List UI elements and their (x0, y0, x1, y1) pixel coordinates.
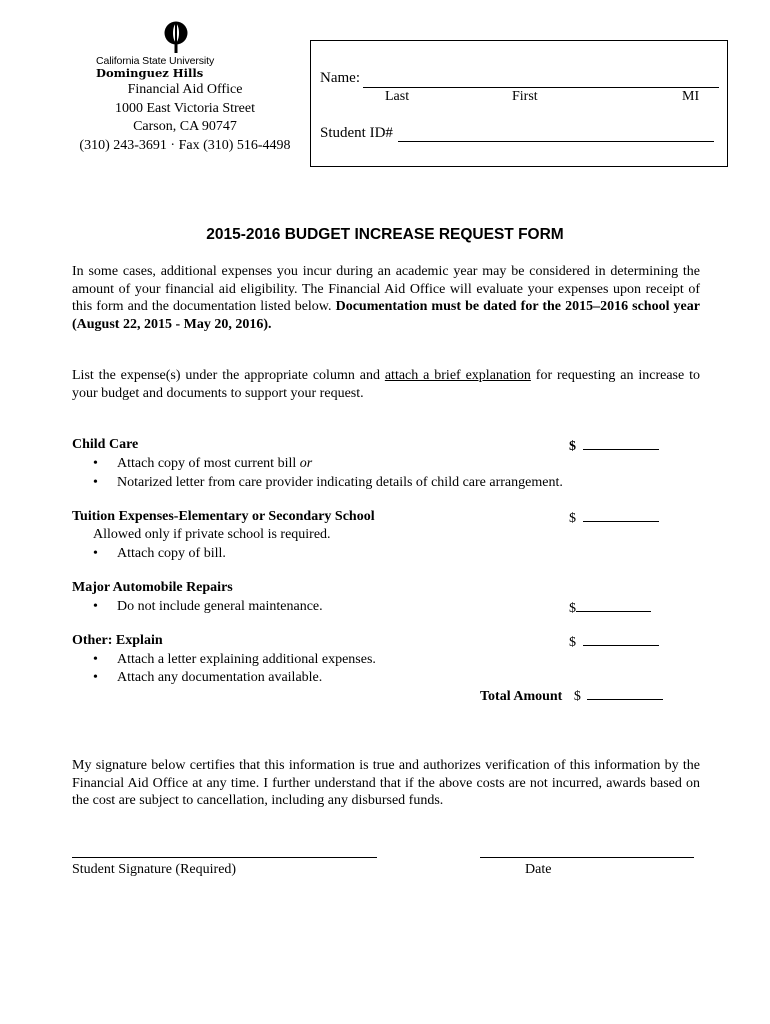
intro-line1: In some cases, additional expenses you incur during an academic year may be considered in determining the (72, 264, 700, 279)
instructions-part1: List the expense(s) under the appropriate column and (72, 368, 385, 383)
office-city: Carson, CA 90747 (133, 119, 237, 134)
office-street: 1000 East Victoria Street (114, 100, 256, 116)
date-field[interactable] (480, 857, 694, 858)
other-dollar: $ (569, 635, 576, 650)
bullet-icon: • (93, 599, 98, 614)
other-amount-field[interactable] (583, 633, 659, 646)
instructions-line2: your budget and documents to support your request. (72, 385, 364, 401)
office-phone: (310) 243-3691 · Fax (310) 516-4498 (79, 137, 291, 153)
child-care-bullet1-or: or (299, 456, 313, 471)
child-care-bullet1 (93, 456, 312, 472)
office-name: Financial Aid Office (127, 82, 243, 97)
tuition-dollar: $ (569, 511, 576, 526)
first-label: First (512, 89, 538, 104)
bullet-icon: • (93, 456, 98, 471)
auto-amount (569, 599, 651, 617)
attach-explanation-link: attach a brief explanation (384, 368, 531, 383)
other-amount (569, 633, 659, 651)
mi-label: MI (682, 89, 700, 104)
name-label: Name: (320, 70, 360, 86)
university-line1: California State University (96, 55, 215, 67)
auto-bullet1 (93, 599, 323, 615)
form-title: 2015-2016 BUDGET INCREASE REQUEST FORM (206, 226, 564, 243)
auto-dollar: $ (569, 601, 576, 616)
tuition-bullet1-text: Attach copy of bill. (117, 546, 226, 561)
office-address (60, 81, 310, 155)
child-care-amount-field[interactable] (583, 437, 659, 450)
intro-date-range: (August 22, 2015 - May 20, 2016). (72, 316, 272, 332)
child-care-heading: Child Care (72, 437, 139, 452)
child-care-dollar: $ (569, 439, 576, 454)
other-heading: Other: Explain (72, 633, 163, 648)
student-signature-field[interactable] (72, 857, 377, 858)
certification-line1: My signature below certifies that this information is true and authorizes verification of this information by the (72, 758, 700, 773)
auto-bullet1-text: Do not include general maintenance. (117, 599, 323, 614)
total-amount (480, 687, 663, 705)
child-care-bullet2-text: Notarized letter from care provider indicating details of child care arrangement. (117, 475, 563, 490)
intro-line4 (72, 316, 700, 334)
other-bullet2 (93, 670, 322, 686)
other-bullet1-text: Attach a letter explaining additional expenses. (117, 652, 376, 667)
bullet-icon: • (93, 670, 98, 685)
instructions-paragraph (72, 367, 700, 402)
instructions-part2: for requesting an increase to (530, 368, 700, 383)
certification-line2: Financial Aid Office at any time. I further understand that if the above costs are not incurred, awards based on (72, 775, 700, 791)
intro-paragraph (72, 263, 700, 333)
auto-repairs-heading: Major Automobile Repairs (72, 580, 233, 595)
university-name: Dominguez Hills (96, 66, 204, 80)
name-box (310, 40, 728, 167)
bullet-icon: • (93, 475, 98, 490)
tuition-note: Allowed only if private school is required. (93, 527, 331, 542)
student-id-field[interactable] (398, 141, 714, 142)
tuition-amount-field[interactable] (583, 509, 659, 522)
date-label: Date (525, 862, 552, 877)
other-bullet2-text: Attach any documentation available. (117, 670, 323, 685)
intro-line3-text: this form and the documentation listed below. (72, 299, 336, 314)
student-signature-label: Student Signature (Required) (72, 862, 237, 877)
instructions-line1 (72, 367, 700, 385)
total-dollar: $ (573, 689, 581, 704)
certification-line3: the cost are subject to cancellation, including any disbursed funds. (72, 793, 444, 808)
auto-amount-field[interactable] (576, 599, 651, 612)
certification-paragraph (72, 757, 700, 810)
total-amount-field[interactable] (587, 687, 663, 700)
child-care-bullet2 (93, 475, 563, 491)
tuition-bullet1 (93, 546, 226, 562)
child-care-bullet1-text: Attach copy of most current bill (117, 456, 300, 471)
intro-line2: amount of your financial aid eligibility. The Financial Aid Office will evaluate your expenses upon receipt of (72, 281, 700, 297)
name-field[interactable] (363, 87, 719, 88)
tuition-heading: Tuition Expenses-Elementary or Secondary School (72, 509, 375, 524)
child-care-amount (569, 437, 659, 455)
bullet-icon: • (93, 546, 98, 561)
last-label: Last (385, 89, 410, 104)
bullet-icon: • (93, 652, 98, 667)
tuition-amount (569, 509, 659, 527)
csudh-logo-icon (163, 20, 189, 54)
other-bullet1 (93, 652, 376, 668)
intro-documentation-notice: Documentation must be dated for the 2015–2016 school year (335, 299, 700, 314)
total-amount-label: Total Amount (480, 689, 563, 704)
intro-line3 (72, 298, 700, 316)
student-id-label: Student ID# (320, 125, 393, 141)
